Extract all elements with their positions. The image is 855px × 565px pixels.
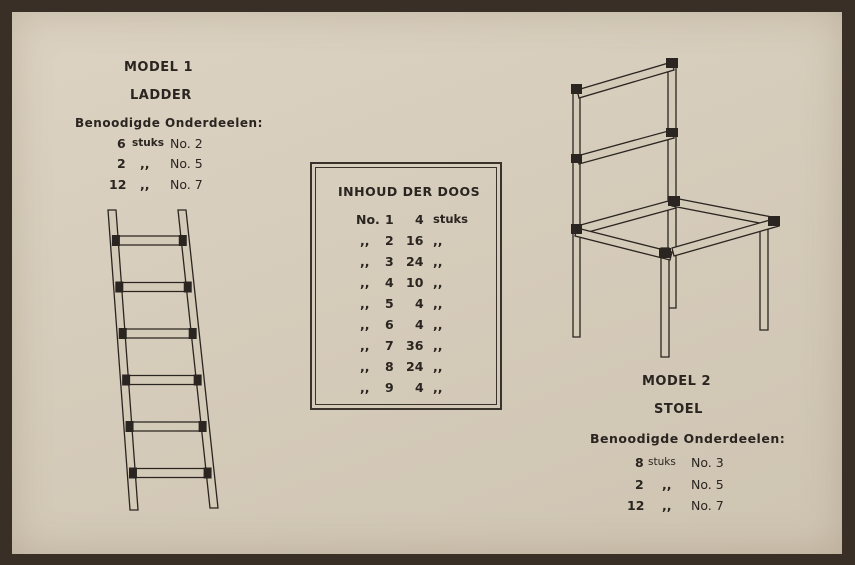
- model1-title: MODEL 1: [124, 60, 194, 75]
- ladder-joint: [119, 328, 127, 339]
- ladder-joint: [204, 468, 212, 479]
- model2-name: STOEL: [654, 402, 703, 417]
- ladder-joint: [115, 282, 123, 293]
- ladder-rung: [125, 329, 191, 338]
- ladder-joint: [129, 468, 137, 479]
- ladder-joint: [184, 282, 192, 293]
- ladder-joint: [199, 421, 207, 432]
- ladder-joint: [179, 235, 187, 246]
- box-title: INHOUD DER DOOS: [338, 184, 481, 199]
- ladder-rung: [121, 283, 185, 292]
- ladder-joint: [189, 328, 197, 339]
- model2-parts-heading: Benoodigde Onderdeelen:: [590, 431, 786, 446]
- ladder-joint: [194, 375, 202, 386]
- ladder-joint: [112, 235, 120, 246]
- ladder-joint: [122, 375, 130, 386]
- ladder-rung: [118, 236, 181, 245]
- ladder-drawing: [108, 210, 218, 510]
- ladder-rung: [132, 422, 201, 431]
- illustrations: [12, 12, 842, 554]
- model1-parts-heading: Benoodigde Onderdeelen:: [75, 116, 263, 130]
- box-contents-panel: INHOUD DER DOOS No. 1 4 stuks ,, 2 16 ,, ,, 3 24 ,, ,, 4 10 ,, ,, 5 4 ,, ,, 6 4 ,, ,, 7 36 ,, ,, 8 24 ,, ,, 9 4 ,,: [310, 162, 502, 410]
- ladder-rung: [128, 376, 196, 385]
- ladder-rung: [135, 469, 206, 478]
- instruction-sheet: MODEL 1 LADDER Benoodigde Onderdeelen: 6 stuks No. 2 2 ,, No. 5 12 ,, No. 7 INHOUD DER DOOS No. 1 4 stuks ,, 2 16 ,, ,, 3 24 ,, ,, 4 10 ,, ,, 5 4 ,, ,, 6 4 ,, ,, 7 36 ,, ,, 8 24 ,, ,, 9 4 ,, MODEL 2 STOEL Benoodigde Onderdeelen: 8 stuks No. 3 2 ,, No. 5 12 ,, No. 7: [12, 12, 842, 554]
- model1-name: LADDER: [130, 88, 192, 103]
- model2-title: MODEL 2: [642, 374, 712, 389]
- chair-drawing: [571, 58, 780, 357]
- ladder-joint: [126, 421, 134, 432]
